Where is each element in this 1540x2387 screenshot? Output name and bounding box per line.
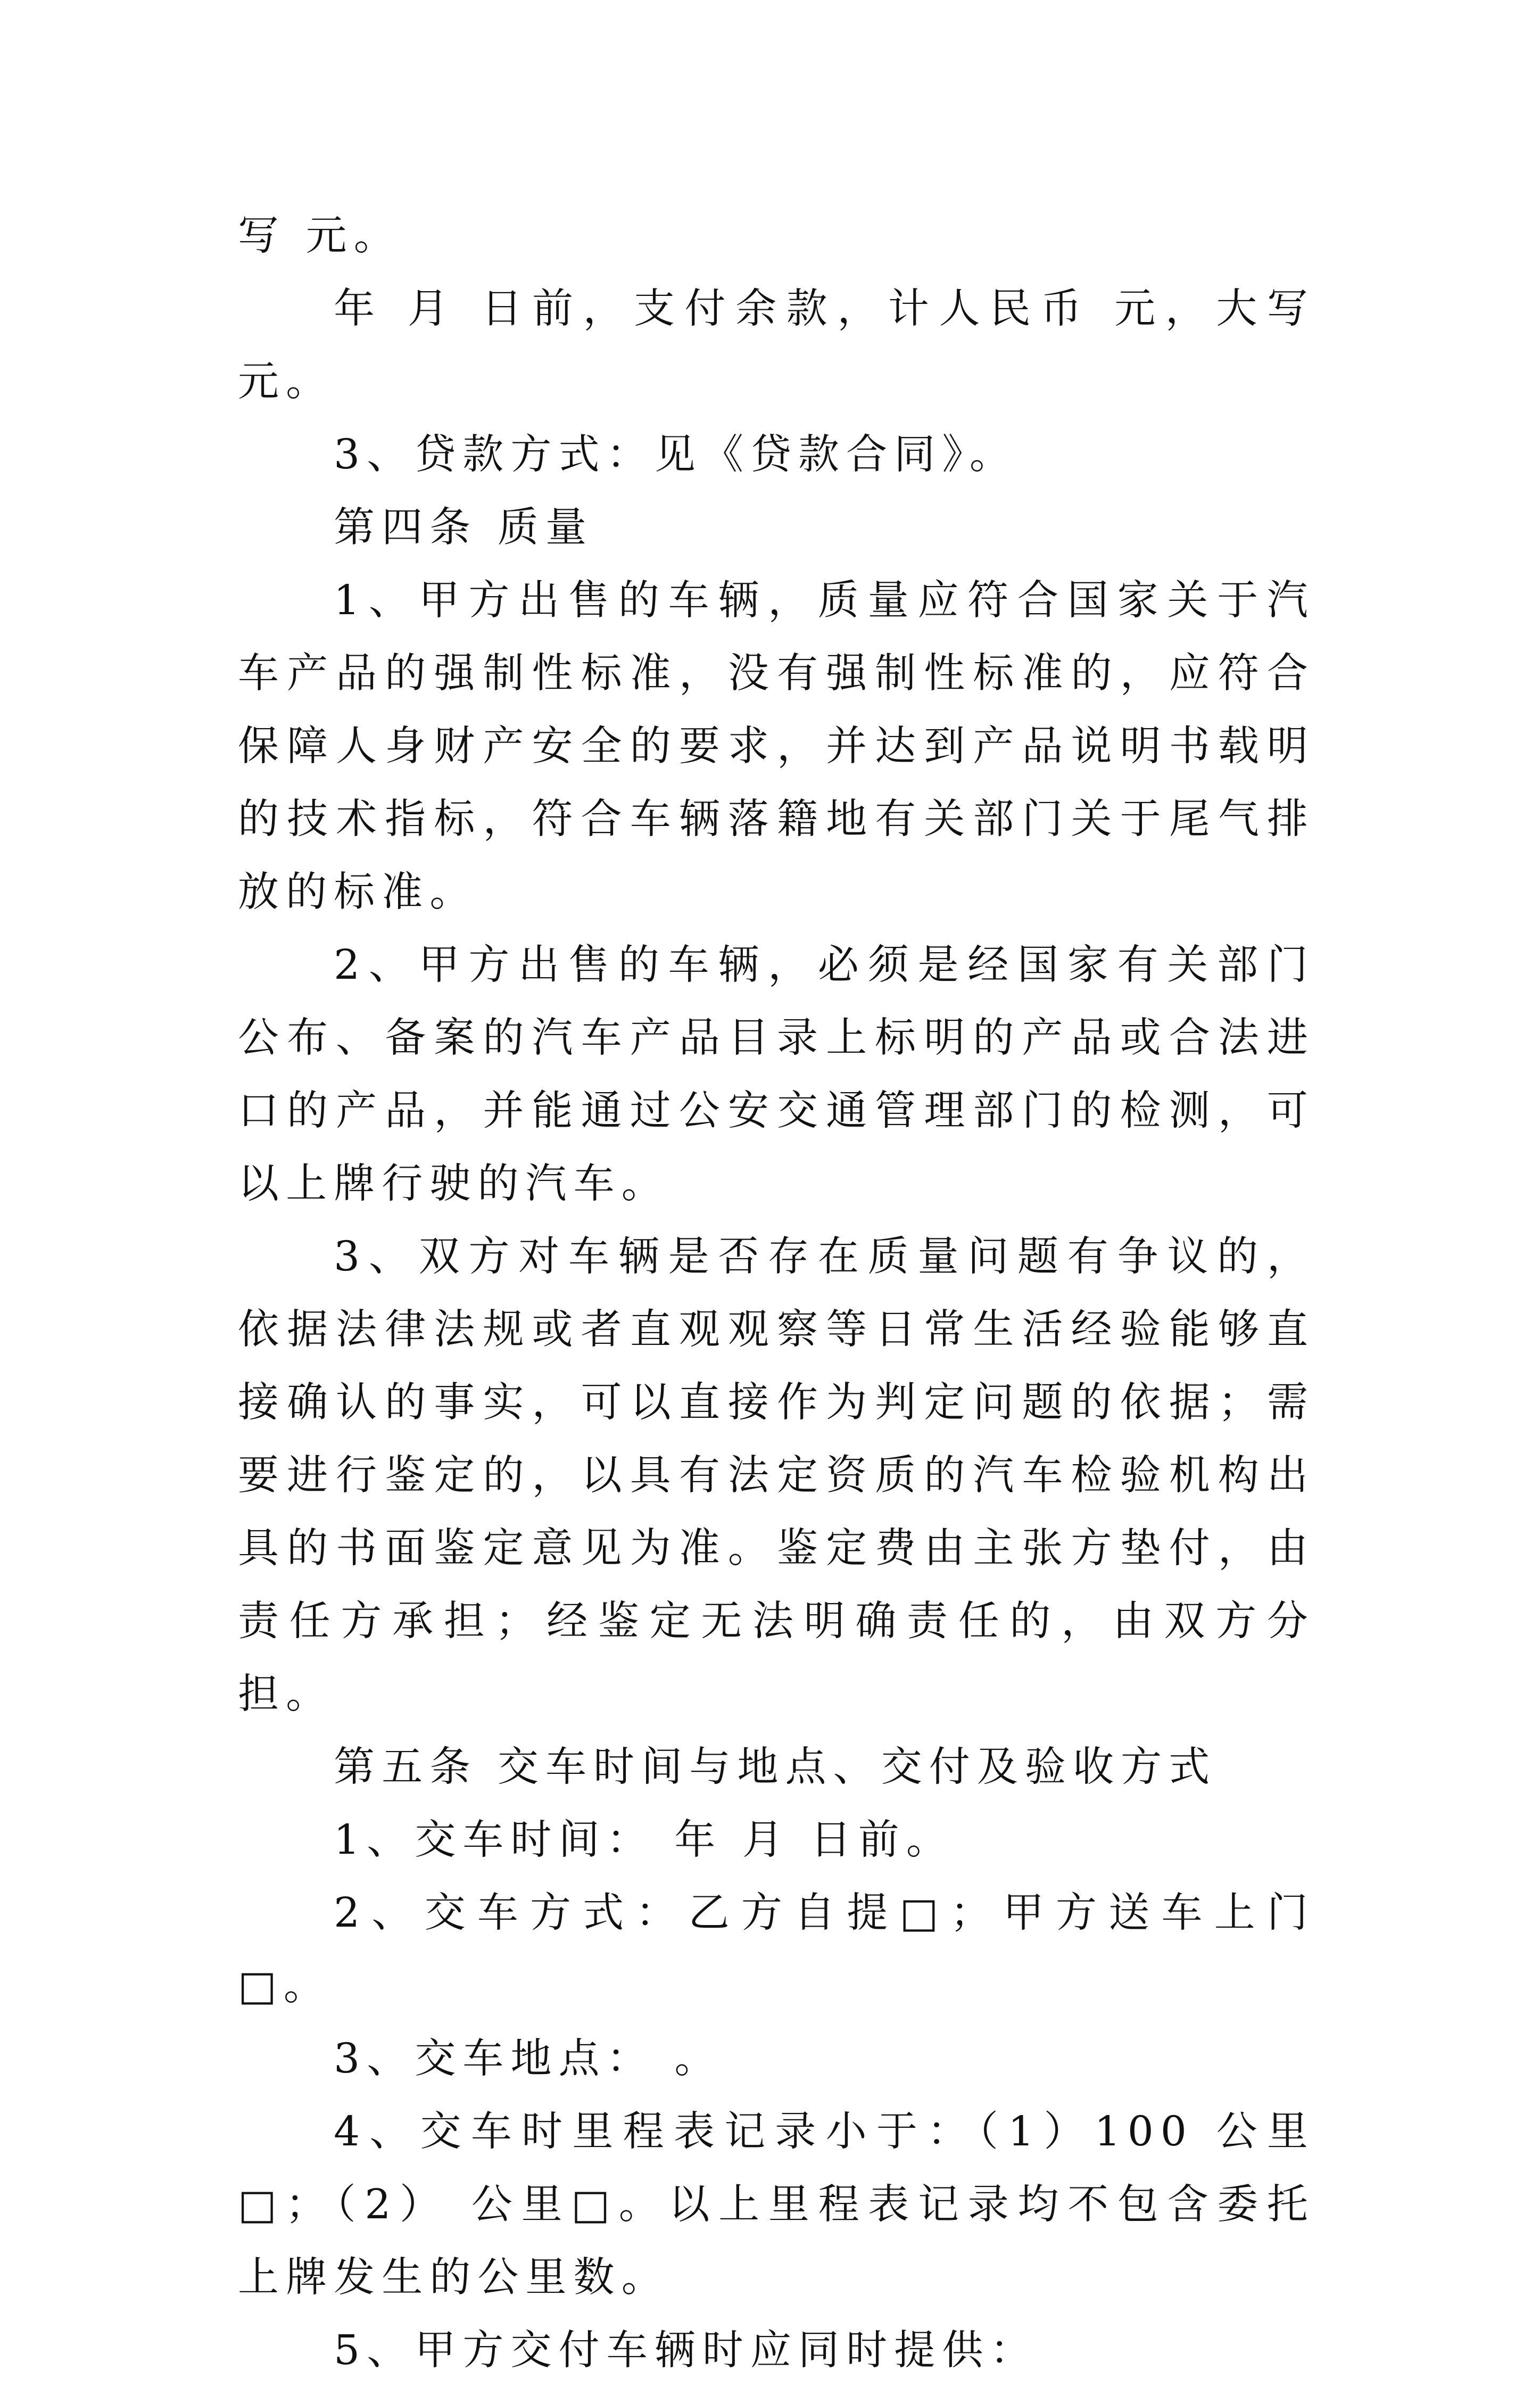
article-5-heading: 第五条 交车时间与地点、交付及验收方式 (334, 1744, 1217, 1791)
article-4-heading: 第四条 质量 (334, 504, 594, 551)
paragraph-loan-method: 3、贷款方式：见《贷款合同》。 (334, 431, 1018, 478)
article-4-clause-1: 1、甲方出售的车辆，质量应符合国家关于汽车产品的强制性标准，没有强制性标准的，应符合保障人身财产安全的要求，并达到产品说明书载明的技术指标，符合车辆落籍地有关部门关于尾气排放的标准。 (238, 577, 1315, 916)
paragraph-balance-payment: 年 月 日前，支付余款，计人民币 元，大写 元。 (238, 285, 1335, 406)
article-5-clause-3: 3、交车地点： 。 (334, 2035, 723, 2083)
article-5-clause-4: 4、交车时里程表记录小于：（1）100 公里□；（2） 公里□。以上里程表记录均不包含委托上牌发生的公里数。 (238, 2108, 1315, 2301)
article-5-clause-1: 1、交车时间： 年 月 日前。 (334, 1816, 954, 1864)
article-4-clause-2: 2、甲方出售的车辆，必须是经国家有关部门公布、备案的汽车产品目录上标明的产品或合法进口的产品，并能通过公安交通管理部门的检测，可以上牌行驶的汽车。 (238, 941, 1315, 1208)
article-5-clause-2: 2、交车方式：乙方自提□；甲方送车上门□。 (238, 1889, 1315, 2010)
article-5-clause-5: 5、甲方交付车辆时应同时提供： (334, 2327, 1038, 2374)
document-body (238, 200, 1335, 2387)
article-4-clause-3: 3、双方对车辆是否存在质量问题有争议的，依据法律法规或者直观观察等日常生活经验能够直接确认的事实，可以直接作为判定问题的依据；需要进行鉴定的，以具有法定资质的汽车检验机构出具的书面鉴定意见为准。鉴定费由主张方垫付，由责任方承担；经鉴定无法明确责任的，由双方分担。 (238, 1233, 1315, 1718)
paragraph-payment-tail: 写 元。 (238, 212, 402, 260)
